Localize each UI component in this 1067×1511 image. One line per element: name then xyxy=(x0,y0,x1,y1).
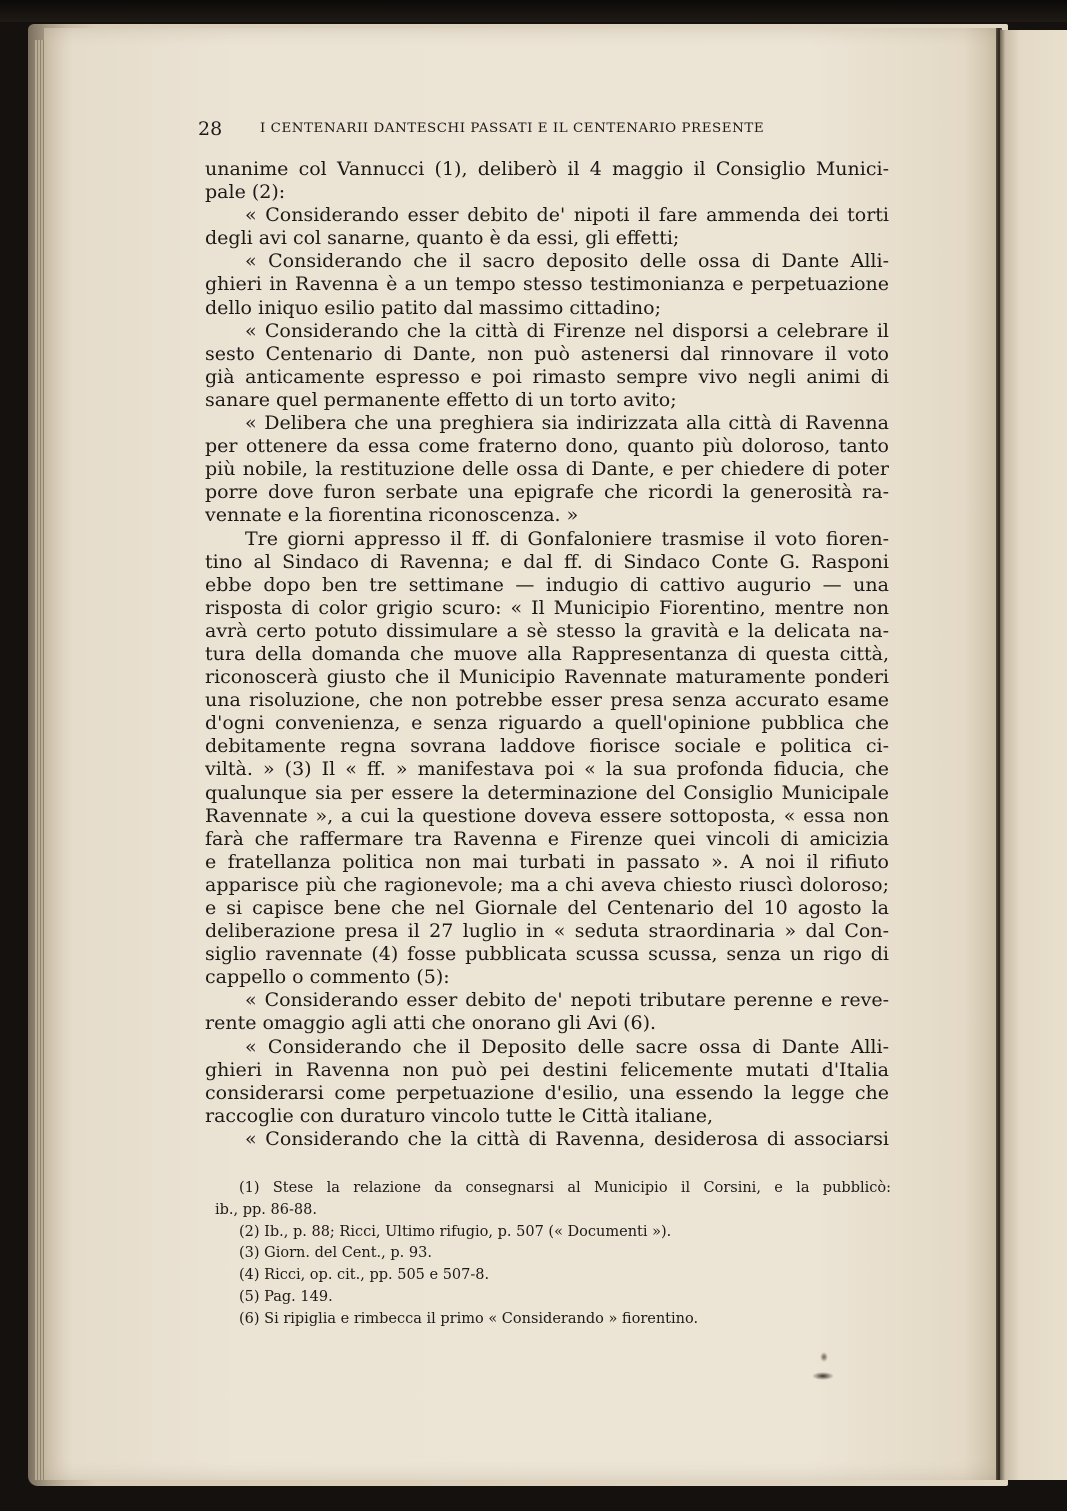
page-edges xyxy=(34,40,44,1480)
text-line: vennate e la fiorentina riconoscenza. » xyxy=(205,504,579,527)
text-line: considerarsi come perpetuazione d'esilio, una essendo la legge che xyxy=(205,1081,889,1104)
text-line: rente omaggio agli atti che onorano gli Avi (6). xyxy=(205,1012,657,1035)
running-head xyxy=(198,118,890,144)
text-line: ghieri in Ravenna è a un tempo stesso testimonianza e perpetuazione xyxy=(205,273,889,296)
text-line: avrà certo potuto dissimulare a sè stesso la gravità e la delicata na- xyxy=(205,619,889,642)
footnote-line: (3) Giorn. del Cent., p. 93. xyxy=(239,1245,432,1262)
page-number: 28 xyxy=(198,118,223,140)
text-line: « Considerando che il sacro deposito delle ossa di Dante Alli- xyxy=(245,250,889,273)
text-line: « Considerando che la città di Firenze nel disporsi a celebrare il xyxy=(245,319,889,342)
scan-background xyxy=(0,0,1067,22)
body-text xyxy=(205,158,889,1151)
text-line: per ottenere da essa come fraterno dono, quanto più doloroso, tanto xyxy=(205,435,889,458)
footnotes xyxy=(215,1178,891,1331)
text-line: risposta di color grigio scuro: « Il Municipio Fiorentino, mentre non xyxy=(205,596,889,619)
text-line: « Considerando esser debito de' nipoti il fare ammenda dei torti xyxy=(245,204,889,227)
text-line: porre dove furon serbate una epigrafe che ricordi la generosità ra- xyxy=(205,481,889,504)
footnote-line: (5) Pag. 149. xyxy=(239,1288,333,1305)
text-line: farà che raffermare tra Ravenna e Firenze quei vincoli di amicizia xyxy=(205,827,889,850)
text-line: d'ogni convenienza, e senza riguardo a quell'opinione pubblica che xyxy=(205,712,889,735)
text-line: più nobile, la restituzione delle ossa di Dante, e per chiedere di poter xyxy=(205,458,889,481)
ink-speck xyxy=(820,1352,828,1362)
facing-page xyxy=(1000,30,1067,1480)
text-line: e si capisce bene che nel Giornale del Centenario del 10 agosto la xyxy=(205,897,889,919)
text-line: dello iniquo esilio patito dal massimo cittadino; xyxy=(205,296,661,319)
text-line: qualunque sia per essere la determinazione del Consiglio Municipale xyxy=(205,781,889,804)
text-line: « Delibera che una preghiera sia indirizzata alla città di Ravenna xyxy=(245,412,889,435)
text-line: deliberazione presa il 27 luglio in « seduta straordinaria » dal Con- xyxy=(205,920,889,943)
text-line: « Considerando esser debito de' nepoti tributare perenne e reve- xyxy=(245,989,889,1012)
text-line: siglio ravennate (4) fosse pubblicata scussa scussa, senza un rigo di xyxy=(205,943,889,966)
text-line: apparisce più che ragionevole; ma a chi aveva chiesto riuscì doloroso; xyxy=(205,873,889,896)
text-line: tura della domanda che muove alla Rappresentanza di questa città, xyxy=(205,642,889,665)
text-line: debitamente regna sovrana laddove fiorisce sociale e politica ci- xyxy=(205,735,889,758)
text-line: già anticamente espresso e poi rimasto sempre vivo negli animi di xyxy=(205,365,889,388)
text-line: pale (2): xyxy=(205,181,286,204)
text-line: « Considerando che il Deposito delle sacre ossa di Dante Alli- xyxy=(245,1035,889,1058)
ink-speck xyxy=(812,1372,834,1380)
text-line: ebbe dopo ben tre settimane — indugio di cattivo augurio — una xyxy=(205,573,889,596)
text-line: « Considerando che la città di Ravenna, desiderosa di associarsi xyxy=(245,1127,889,1150)
text-line: tino al Sindaco di Ravenna; e dal ff. di Sindaco Conte G. Rasponi xyxy=(205,550,889,573)
text-line: Tre giorni appresso il ff. di Gonfaloniere trasmise il voto fioren- xyxy=(245,527,889,550)
text-line: unanime col Vannucci (1), deliberò il 4 maggio il Consiglio Munici- xyxy=(205,158,889,180)
footnote-line: (6) Si ripiglia e rimbecca il primo « Considerando » fiorentino. xyxy=(239,1310,699,1327)
text-line: una risoluzione, che non potrebbe esser presa senza accurato esame xyxy=(205,689,889,712)
running-title: I CENTENARII DANTESCHI PASSATI E IL CENTENARIO PRESENTE xyxy=(260,121,765,136)
text-line: viltà. » (3) Il « ff. » manifestava poi « la sua profonda fiducia, che xyxy=(205,758,889,781)
text-line: Ravennate », a cui la questione doveva essere sottoposta, « essa non xyxy=(205,804,889,827)
text-line: sanare quel permanente effetto di un torto avito; xyxy=(205,388,677,411)
footnote-line: (4) Ricci, op. cit., pp. 505 e 507-8. xyxy=(239,1267,490,1284)
text-line: e fratellanza politica non mai turbati in passato ». A noi il rifiuto xyxy=(205,850,889,873)
text-line: cappello o commento (5): xyxy=(205,966,450,989)
text-line: raccoglie con duraturo vincolo tutte le Città italiane, xyxy=(205,1104,714,1127)
text-line: sesto Centenario di Dante, non può astenersi dal rinnovare il voto xyxy=(205,342,889,365)
footnote-line: (1) Stese la relazione da consegnarsi al Municipio il Corsini, e la pubblicò: xyxy=(239,1180,891,1196)
text-line: riconoscerà giusto che il Municipio Ravennate maturamente ponderi xyxy=(205,666,889,689)
text-line: degli avi col sanarne, quanto è da essi, gli effetti; xyxy=(205,227,680,250)
text-line: ghieri in Ravenna non può pei destini felicemente mutati d'Italia xyxy=(205,1058,889,1081)
footnote-line: ib., pp. 86-88. xyxy=(215,1201,317,1218)
footnote-line: (2) Ib., p. 88; Ricci, Ultimo rifugio, p. 507 (« Documenti »). xyxy=(239,1223,672,1240)
